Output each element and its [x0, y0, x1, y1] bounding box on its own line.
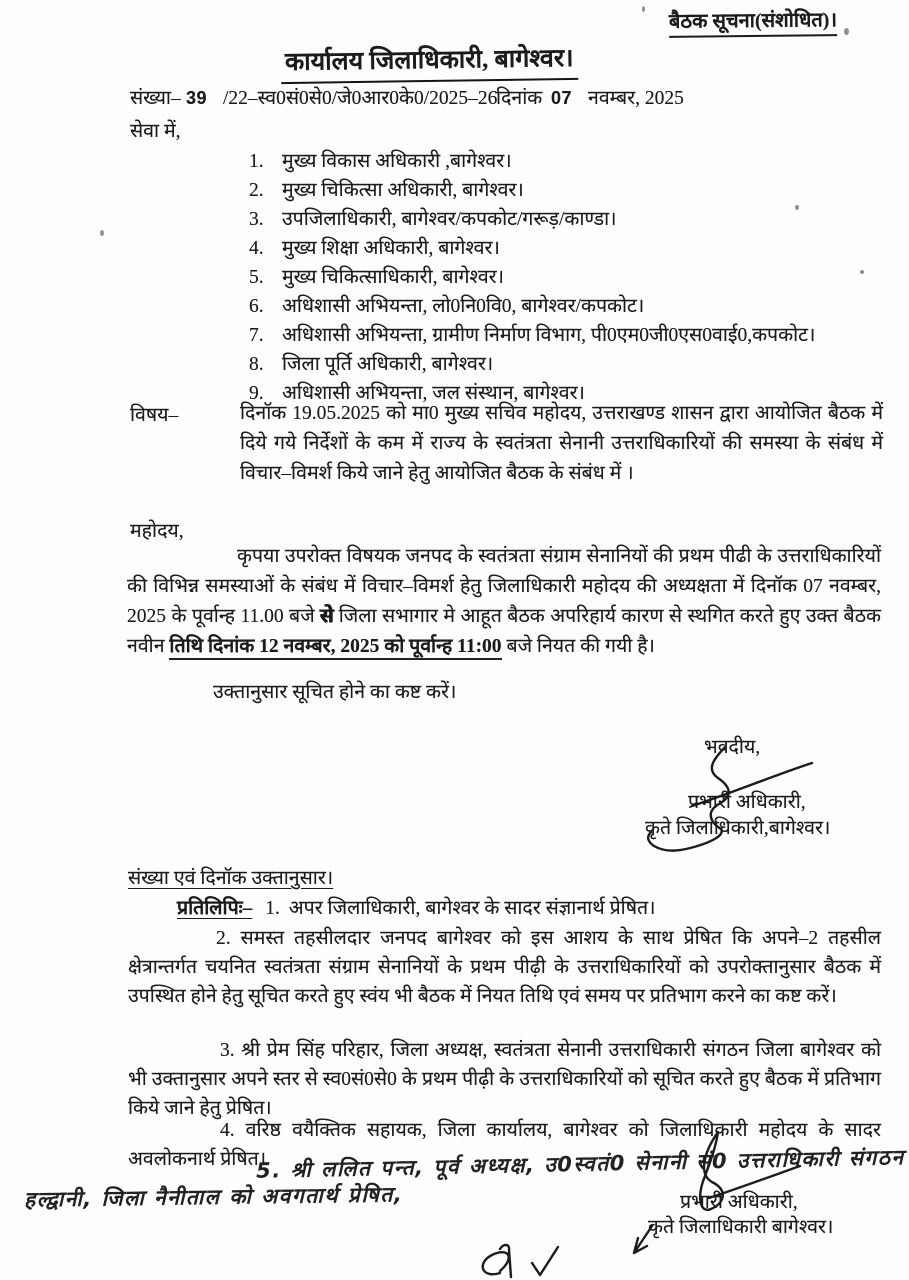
cc-row-1	[177, 894, 656, 923]
cc-item-4: 4. वरिष्ठ वयैक्तिक सहायक, जिला कार्यालय, बागेश्वर को जिलाधिकारी महोदय के सादर अवलोकनार्थ प्रेषित।	[128, 1120, 881, 1170]
body-text-part: जिला सभागार मे आहूत बैठक अपरिहार्य कारण से स्थगित करते हुए उक्त बैठक नवीन	[127, 606, 881, 657]
recipient-number: 8.	[249, 354, 264, 375]
to-label: सेवा में,	[130, 121, 181, 142]
recipient-text: मुख्य विकास अधिकारी ,बागेश्वर।	[282, 151, 512, 172]
revised-date-underlined: तिथि दिनांक 12 नवम्बर, 2025 को पूर्वान्ह 11:00	[169, 636, 501, 660]
recipient-number: 3.	[249, 209, 264, 230]
ref-file-code: /22–स्व0सं0से0/जे0आर0के0/2025–26	[223, 88, 498, 109]
body-text-part: बजे नियत की गयी है।	[501, 636, 655, 657]
recipient-row	[249, 234, 815, 263]
cc-item-1-text: अपर जिलाधिकारी, बागेश्वर के सादर संज्ञानार्थ प्रेषित।	[288, 898, 656, 919]
recipients-list	[249, 147, 815, 408]
cc-item-5-handwritten-line-1: 5. श्री ललित पन्त, पूर्व अध्यक्ष, उ0स्वतं0 सेनानी सं0 उत्तराधिकारी संगठन	[255, 1145, 905, 1183]
initials-scribble	[470, 1243, 566, 1280]
recipient-number: 9.	[249, 383, 264, 404]
cc-item-2: 2. समस्त तहसीलदार जनपद बागेश्वर को इस आशय के साथ प्रेषित कि अपने–2 तहसील क्षेत्रान्तर्गत चयनित स्वतंत्रता संग्राम सेनानियों के प्रथम पीढ़ी के उत्तराधिकारियों को उपरोक्तानुसार बैठक में उपस्थित होने हेतु सूचित करते हुए स्वंय भी बैठक में नियत तिथि एवं समय पर प्रतिभाग करने का कष्ट करें।	[128, 928, 881, 1007]
meeting-notice-heading: बैठक सूचना(संशोधित)।	[669, 5, 837, 38]
signer2-on-behalf: कृते जिलाधिकारी बागेश्वर।	[648, 1217, 834, 1238]
salutation: महोदय,	[130, 521, 184, 542]
body-text-part: कृपया उपरोक्त विषयक जनपद के स्वतंत्रता संग्राम सेनानियों की प्रथम पीढी के उत्तराधिकारियों की विभिन्न समस्याओं के संबंध में विचार–विमर्श हेतु जिलाधिकारी महोदय की अध्यक्षता में दिनॉक 07 नवम्बर, 2025 के पूर्वान्ह 11.00 बजे	[127, 546, 881, 627]
cc-item-5-handwritten-line-2: हल्द्वानी, जिला नैनीताल को अवगतार्थ प्रेषित,	[23, 1182, 404, 1212]
scan-speck	[642, 6, 645, 12]
recipient-text: अधिशासी अभियन्ता, लो0नि0वि0, बागेश्वर/कपकोट।	[282, 296, 645, 317]
ref-number: 39	[186, 88, 208, 108]
ref-number-label: संख्या–	[130, 88, 181, 109]
recipient-number: 1.	[249, 151, 264, 172]
scan-speck	[860, 270, 864, 274]
subject-label: विषय–	[130, 405, 179, 426]
cc-item-3: 3. श्री प्रेम सिंह परिहार, जिला अध्यक्ष, स्वतंत्रता सेनानी उत्तराधिकारी संगठन जिला बागेश्वर को भी उक्तानुसार अपने स्तर से स्व0सं0से0 के प्रथम पीढ़ी के उत्तराधिकारियों को सूचित करते हुए बैठक में प्रतिभाग किये जाने हेतु प्रेषित।	[128, 1040, 881, 1119]
body-paragraph	[127, 542, 881, 662]
recipient-row	[249, 350, 815, 379]
subject-text: दिनॉक 19.05.2025 को मा0 मुख्य सचिव महोदय, उत्तराखण्ड शासन द्वारा आयोजित बैठक में दिये गये निर्देशों के कम में राज्य के स्वतंत्रता सेनानी उत्तराधिकारियों की समस्या के संबंध में विचार–विमर्श किये जाने हेतु आयोजित बैठक के संबंध में ।	[240, 403, 883, 484]
recipient-number: 4.	[249, 238, 264, 259]
recipient-row	[249, 321, 815, 350]
reference-line	[0, 84, 909, 114]
recipient-row	[249, 292, 815, 321]
scan-speck	[844, 28, 849, 35]
recipient-text: उपजिलाधिकारी, बागेश्वर/कपकोट/गरूड़/काण्डा।	[282, 209, 617, 230]
recipient-number: 7.	[249, 325, 264, 346]
signer2-designation: प्रभारी अधिकारी,	[680, 1192, 798, 1213]
ref-date-day: 07	[551, 88, 573, 108]
scan-speck	[100, 230, 104, 236]
body-closing-line: उक्तानुसार सूचित होने का कष्ट करें।	[213, 682, 457, 703]
recipient-row	[249, 176, 815, 205]
recipient-row	[249, 263, 815, 292]
recipient-text: मुख्य चिकित्सा अधिकारी, बागेश्वर।	[282, 180, 524, 201]
recipient-number: 2.	[249, 180, 264, 201]
recipient-number: 6.	[249, 296, 264, 317]
recipient-number: 5.	[249, 267, 264, 288]
signer-on-behalf: कृते जिलाधिकारी,बागेश्वर।	[645, 818, 831, 839]
recipient-text: जिला पूर्ति अधिकारी, बागेश्वर।	[282, 354, 494, 375]
ref-date-label: दिनांक	[496, 88, 543, 109]
cc-ref-line: संख्या एवं दिनॉक उक्तानुसार।	[128, 868, 334, 889]
valediction: भवदीय,	[704, 737, 761, 758]
office-title: कार्यालय जिलाधिकारी, बागेश्वर।	[281, 40, 578, 84]
recipient-text: मुख्य शिक्षा अधिकारी, बागेश्वर।	[282, 238, 500, 259]
recipient-text: अधिशासी अभियन्ता, ग्रामीण निर्माण विभाग, पी0एम0जी0एस0वाई0,कपकोट।	[282, 325, 816, 346]
cc-item-1-number: 1.	[265, 898, 280, 919]
recipient-row	[249, 147, 815, 176]
recipient-text: अधिशासी अभियन्ता, जल संस्थान, बागेश्वर।	[282, 383, 585, 404]
recipient-text: मुख्य चिकित्साधिकारी, बागेश्वर।	[282, 267, 505, 288]
recipient-row	[249, 205, 815, 234]
signer-designation: प्रभारी अधिकारी,	[688, 792, 806, 813]
ref-date-rest: नवम्बर, 2025	[588, 88, 684, 109]
cc-label: प्रतिलिपिः–	[177, 898, 253, 919]
scan-speck	[795, 205, 799, 210]
overwritten-word: से	[320, 606, 334, 627]
